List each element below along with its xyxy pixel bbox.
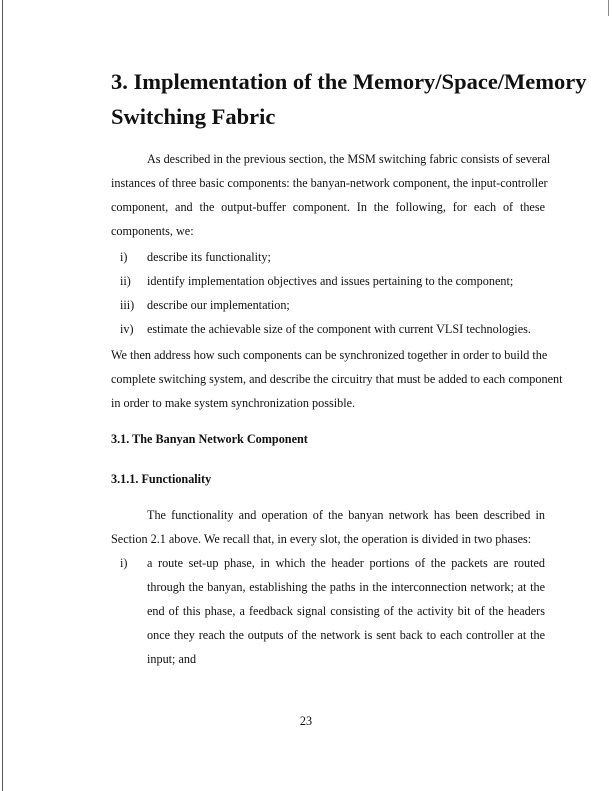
text-line: The functionality and operation of the banyan network has been described in — [147, 508, 545, 522]
list-text-line: through the banyan, establishing the paths in the interconnection network; at the — [147, 580, 545, 594]
list-text-line: input; and — [147, 652, 197, 666]
list-item — [111, 317, 545, 341]
title-line: 3. Implementation of the Memory/Space/Memory — [111, 69, 587, 94]
text-line: Section 2.1 above. We recall that, in every slot, the operation is divided in two phases: — [111, 532, 532, 546]
page-left-edge — [2, 0, 3, 791]
page-right-mark — [608, 0, 609, 16]
intro-paragraph — [111, 147, 551, 243]
list-text: describe our implementation; — [147, 298, 290, 312]
page-number: 23 — [299, 714, 313, 728]
list-number: ii) — [120, 274, 131, 288]
synchronization-paragraph — [111, 343, 563, 415]
list-text-line: once they reach the outputs of the network is sent back to each controller at the — [147, 628, 545, 642]
list-number: iv) — [120, 322, 134, 336]
list-text: estimate the achievable size of the component with current VLSI technologies. — [147, 322, 531, 336]
list-text-line: end of this phase, a feedback signal consisting of the activity bit of the headers — [147, 604, 545, 618]
text-line: We then address how such components can be synchronized together in order to build the — [111, 348, 548, 362]
functionality-paragraph — [111, 503, 545, 551]
section-heading-3-1: 3.1. The Banyan Network Component — [111, 432, 308, 446]
list-number: iii) — [120, 298, 135, 312]
text-line: instances of three basic components: the banyan-network component, the input-controller — [111, 176, 548, 190]
list-number: i) — [120, 556, 128, 570]
list-item — [111, 293, 545, 317]
section-heading-3-1-1: 3.1.1. Functionality — [111, 472, 212, 486]
text-line: in order to make system synchronization possible. — [111, 396, 356, 410]
phases-list — [111, 551, 545, 671]
text-line: As described in the previous section, the MSM switching fabric consists of several — [147, 152, 551, 166]
chapter-title — [111, 64, 587, 134]
list-item — [111, 551, 545, 671]
list-item — [111, 245, 545, 269]
list-text-line: a route set-up phase, in which the header portions of the packets are routed — [147, 556, 545, 570]
list-text: identify implementation objectives and issues pertaining to the component; — [147, 274, 514, 288]
objectives-list — [111, 245, 545, 341]
text-line: components, we: — [111, 224, 194, 238]
list-text: describe its functionality; — [147, 250, 271, 264]
list-item — [111, 269, 545, 293]
text-line: complete switching system, and describe the circuitry that must be added to each component — [111, 372, 563, 386]
list-number: i) — [120, 250, 128, 264]
title-line: Switching Fabric — [111, 104, 276, 129]
text-line: component, and the output-buffer component. In the following, for each of these — [111, 200, 545, 214]
